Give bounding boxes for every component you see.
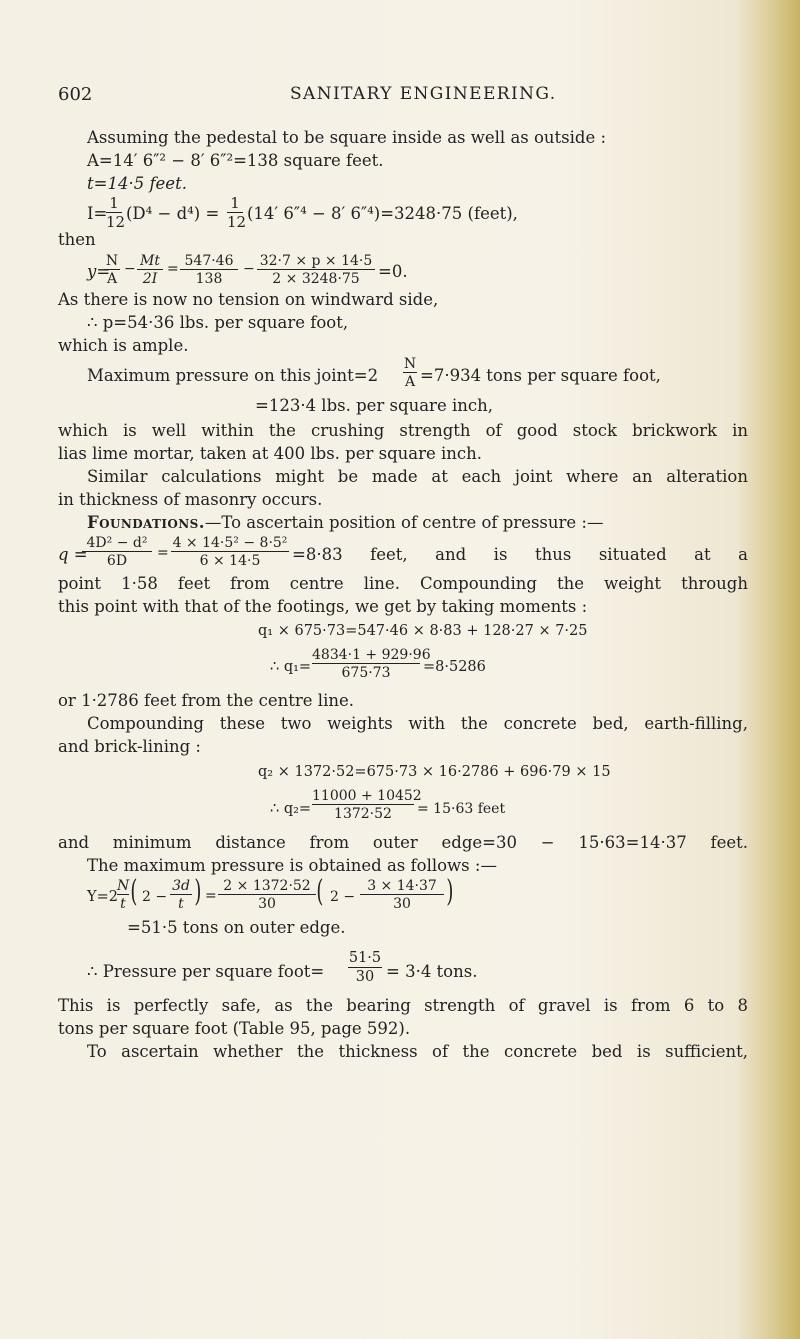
text-line: Compounding these two weights with the concrete bed, earth-filling, bbox=[87, 714, 748, 733]
Y-close-paren-2: ) bbox=[446, 874, 454, 909]
Y-lhs: Y=2 bbox=[87, 889, 118, 905]
Y-result: =51·5 tons on outer edge. bbox=[127, 918, 346, 937]
inertia-mid: (D⁴ − d⁴) = bbox=[126, 204, 220, 223]
q-lhs: q = bbox=[58, 545, 88, 564]
text-line: or 1·2786 feet from the centre line. bbox=[58, 691, 354, 710]
y-fraction-1: N A bbox=[105, 253, 119, 287]
text-line: lias lime mortar, taken at 400 lbs. per square inch. bbox=[58, 444, 483, 463]
text-line: This is perfectly safe, as the bearing strength of gravel is from 6 to 8 bbox=[58, 996, 748, 1015]
running-title: SANITARY ENGINEERING. bbox=[290, 84, 557, 104]
page-header bbox=[58, 84, 748, 110]
text-line: Similar calculations might be made at each joint where an alteration bbox=[87, 467, 748, 486]
max-pressure-inch: =123·4 lbs. per square inch, bbox=[255, 396, 493, 415]
t-equation: t=14·5 feet. bbox=[87, 174, 187, 193]
text-line: —To ascertain position of centre of pressure :— bbox=[204, 513, 604, 532]
foundations-paragraph bbox=[87, 515, 603, 532]
q2-lhs: ∴ q₂= bbox=[270, 801, 312, 817]
page-number: 602 bbox=[58, 84, 93, 105]
text-line: then bbox=[58, 230, 96, 249]
text-line: To ascertain whether the thickness of the concrete bed is sufficient, bbox=[87, 1042, 748, 1061]
y-minus: − bbox=[124, 261, 136, 277]
Y-equals: = bbox=[205, 888, 217, 904]
Y-fraction-3: 2 × 1372·52 30 bbox=[218, 879, 316, 911]
text-line: tons per square foot (Table 95, page 592). bbox=[58, 1019, 411, 1038]
q1-moment-equation: q₁ × 675·73=547·46 × 8·83 + 128·27 × 7·25 bbox=[258, 623, 588, 639]
text-line: in thickness of masonry occurs. bbox=[58, 490, 323, 509]
text-line: As there is now no tension on windward side, bbox=[58, 290, 439, 309]
q2-moment-equation: q₂ × 1372·52=675·73 × 16·2786 + 696·79 × 15 bbox=[258, 764, 611, 780]
max-pressure-rhs: =7·934 tons per square foot, bbox=[420, 366, 661, 385]
max-pressure-lhs: Maximum pressure on this joint=2 bbox=[87, 366, 379, 385]
Y-two-2: 2 − bbox=[330, 889, 356, 905]
p-value: ∴ p=54·36 lbs. per square foot, bbox=[87, 313, 349, 332]
q1-fraction: 4834·1 + 929·96 675·73 bbox=[312, 647, 431, 681]
y-zero: =0. bbox=[378, 262, 408, 281]
text-line: this point with that of the footings, we get by taking moments : bbox=[58, 597, 588, 616]
y-fraction-4: 32·7 × p × 14·5 2 × 3248·75 bbox=[257, 254, 375, 286]
inertia-lhs: I= bbox=[87, 204, 108, 223]
q1-lhs: ∴ q₁= bbox=[270, 659, 312, 675]
y-fraction-2: Mt 2I bbox=[137, 254, 163, 286]
y-fraction-3: 547·46 138 bbox=[180, 254, 238, 286]
psf-fraction: 51·5 30 bbox=[348, 950, 382, 985]
Y-fraction-1: N t bbox=[117, 878, 130, 912]
text-line: which is ample. bbox=[58, 336, 189, 355]
text-line: Assuming the pedestal to be square inside as well as outside : bbox=[87, 128, 607, 147]
psf-rhs: = 3·4 tons. bbox=[386, 962, 478, 981]
Y-fraction-4: 3 × 14·37 30 bbox=[360, 879, 444, 911]
section-heading: Foundations. bbox=[87, 513, 205, 532]
y-equals: = bbox=[167, 261, 179, 277]
text-line: which is well within the crushing strength of good stock brickwork in bbox=[58, 421, 748, 440]
q2-fraction: 11000 + 10452 1372·52 bbox=[312, 788, 422, 822]
text-line: and brick-lining : bbox=[58, 737, 201, 756]
q-fraction-2: 4 × 14·5² − 8·5² 6 × 14·5 bbox=[172, 535, 288, 569]
area-equation: A=14′ 6″² − 8′ 6″²=138 square feet. bbox=[87, 151, 384, 170]
inertia-fraction-1: 1 12 bbox=[106, 194, 126, 231]
max-pressure-fraction: N A bbox=[403, 356, 417, 390]
q2-rhs: = 15·63 feet bbox=[417, 801, 506, 817]
Y-open-paren-2: ( bbox=[316, 874, 324, 909]
Y-open-paren: ( bbox=[130, 874, 138, 909]
inertia-rhs: (14′ 6″⁴ − 8′ 6″⁴)=3248·75 (feet), bbox=[247, 204, 518, 223]
q-rhs: =8·83 feet, and is thus situated at a bbox=[292, 545, 748, 564]
Y-two: 2 − bbox=[142, 889, 168, 905]
text-line: and minimum distance from outer edge=30 − 15·63=14·37 feet. bbox=[58, 833, 748, 852]
text-line: The maximum pressure is obtained as follows :— bbox=[87, 856, 497, 875]
text-line: point 1·58 feet from centre line. Compounding the weight through bbox=[58, 574, 748, 593]
y-lhs: y= bbox=[87, 262, 111, 281]
q-equals: = bbox=[157, 545, 169, 561]
q1-rhs: =8·5286 bbox=[423, 659, 486, 675]
y-minus-2: − bbox=[243, 261, 255, 277]
Y-close-paren: ) bbox=[194, 874, 202, 909]
q-fraction-1: 4D² − d² 6D bbox=[82, 536, 152, 568]
Y-fraction-2: 3d t bbox=[170, 879, 192, 911]
inertia-fraction-2: 1 12 bbox=[227, 194, 247, 231]
psf-lhs: ∴ Pressure per square foot= bbox=[87, 962, 325, 981]
